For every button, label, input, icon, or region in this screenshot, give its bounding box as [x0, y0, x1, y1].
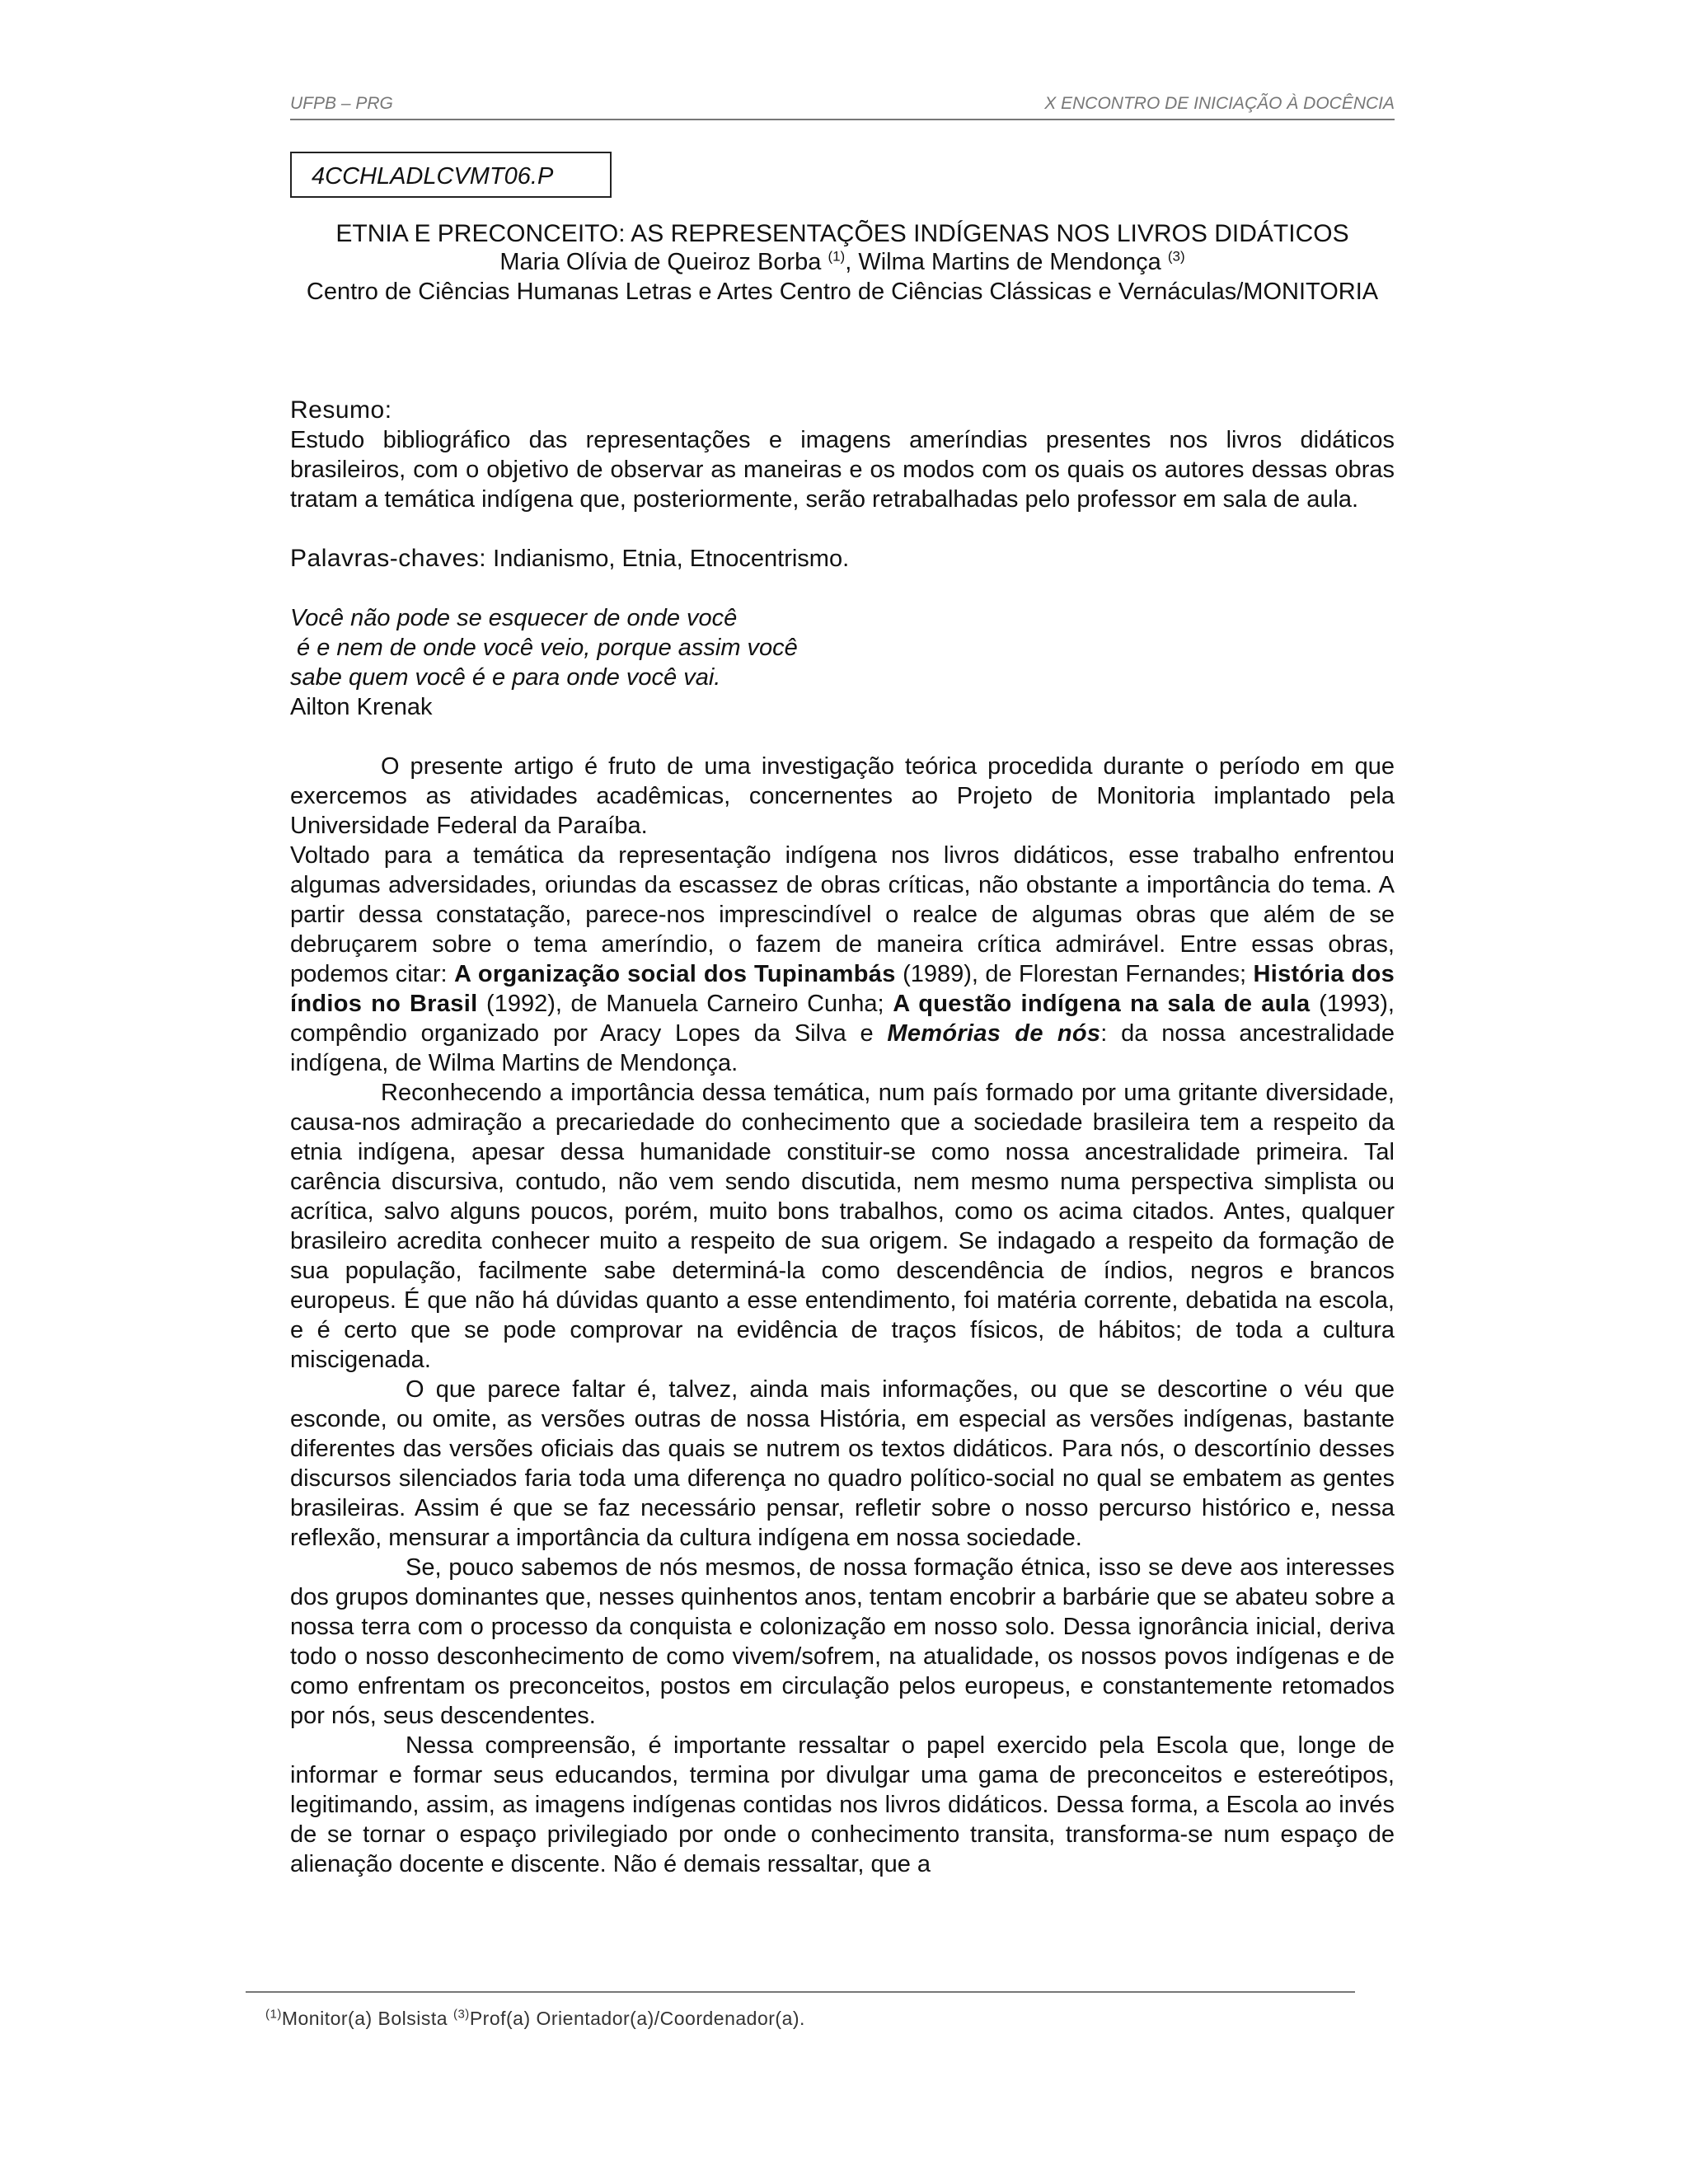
book-title-4: Memórias de nós: [887, 1020, 1101, 1047]
keywords-text: Indianismo, Etnia, Etnocentrismo.: [486, 546, 850, 572]
keywords-label: Palavras-chaves:: [290, 545, 487, 572]
paragraph-3: Reconhecendo a importância dessa temática, num país formado por uma gritante diversidade, causa-nos admiração a precariedade do conhecimento que a sociedade brasileira tem a respeito da etnia indígena, apesar dessa humanidade constituir-se como nossa ancestralidade primeira. Tal carência discursiva, contudo, não vem sendo discutida, nem mesmo numa perspectiva simplista ou acrítica, salvo alguns poucos, porém, muito bons trabalhos, como os acima citados. Antes, qualquer brasileiro acredita conhecer muito a respeito de sua origem. Se indagado a respeito da formação de sua população, facilmente sabe determiná-la como descendência de índios, negros e brancos europeus. É que não há dúvidas quanto a esse entendimento, foi matéria corrente, debatida na escola, e é certo que se pode comprovar na evidência de traços físicos, de hábitos; de toda a cultura miscigenada.: [290, 1080, 1395, 1373]
epigraph: [290, 603, 1395, 692]
paragraph-5: Se, pouco sabemos de nós mesmos, de nossa formação étnica, isso se deve aos interesses dos grupos dominantes que, nesses quinhentos anos, tentam encobrir a barbárie que se abateu sobre a nossa terra com o processo da conquista e colonização em nosso solo. Dessa ignorância inicial, deriva todo o nosso desconhecimento de como vivem/sofrem, na atualidade, os nossos povos indígenas e de como enfrentam os preconceitos, postos em circulação pelos europeus, e constantemente retomados por nós, seus descendentes.: [290, 1554, 1395, 1729]
epigraph-author: Ailton Krenak: [290, 694, 433, 720]
author-2-note: (3): [1167, 248, 1185, 265]
paper-body: [290, 396, 1395, 1879]
paragraph-4: O que parece faltar é, talvez, ainda mais informações, ou que se descortine o véu que esconde, ou omite, as versões outras de nossa História, em especial as versões indígenas, bastante diferentes das versões oficiais das quais se nutrem os textos didáticos. Para nós, o descortínio desses discursos silenciados faria toda uma diferença no quadro político-social no qual se embatem as gentes brasileiras. Assim é que se faz necessário pensar, refletir sobre o nosso percurso histórico e, nessa reflexão, mensurar a importância da cultura indígena em nossa sociedade.: [290, 1376, 1395, 1551]
keywords: [290, 544, 1395, 574]
page-header: [290, 91, 1395, 120]
author-2: Wilma Martins de Mendonça: [858, 249, 1161, 275]
footnote-text-1: Monitor(a) Bolsista: [281, 2008, 453, 2029]
footnote-mark-3: (3): [452, 2007, 470, 2022]
footnote-mark-1: (1): [265, 2007, 282, 2022]
footnote-rule: [246, 1991, 1355, 1993]
book-title-3: A questão indígena na sala de aula: [893, 991, 1311, 1017]
author-1: Maria Olívia de Queiroz Borba: [499, 249, 822, 275]
author-1-note: (1): [828, 248, 846, 265]
abstract-text: Estudo bibliográfico das representações e imagens ameríndias presentes nos livros didáticos brasileiros, com o objetivo de observar as maneiras e os modos com os quais os autores dessas obras tratam a temática indígena que, posteriormente, serão retrabalhadas pelo professor em sala de aula.: [290, 427, 1395, 513]
book-title-2: História dos índios no Brasil: [290, 961, 1395, 1017]
footnote-text-3: Prof(a) Orientador(a)/Coordenador(a).: [469, 2008, 805, 2029]
paragraph-6: Nessa compreensão, é importante ressaltar o papel exercido pela Escola que, longe de informar e formar seus educandos, termina por divulgar uma gama de preconceitos e estereótipos, legitimando, assim, as imagens indígenas contidas nos livros didáticos. Dessa forma, a Escola ao invés de se tornar o espaço privilegiado por onde o conhecimento transita, transforma-se num espaço de alienação docente e discente. Não é demais ressaltar, que a: [290, 1732, 1395, 1877]
paragraph-2: Voltado para a temática da representação indígena nos livros didáticos, esse trabalho enfrentou algumas adversidades, oriundas da escassez de obras críticas, não obstante a importância do tema. A partir dessa constatação, parece-nos imprescindível o realce de algumas obras que além de se debruçarem sobre o tema ameríndio, o fazem de maneira crítica admirável. Entre essas obras, podemos citar: A organização social dos Tupinambás (1989), de Florestan Fernandes; História dos índios no Brasil (1992), de Manuela Carneiro Cunha; A questão indígena na sala de aula (1993), compêndio organizado por Aracy Lopes da Silva e Memórias de nós: da nossa ancestralidade indígena, de Wilma Martins de Mendonça.: [290, 842, 1395, 1076]
author-separator: ,: [845, 249, 859, 275]
epigraph-line-3: sabe quem você é e para onde você vai.: [290, 664, 721, 691]
paragraph-1: O presente artigo é fruto de uma investigação teórica procedida durante o período em que exercemos as atividades acadêmicas, concernentes ao Projeto de Monitoria implantado pela Universidade Federal da Paraíba.: [290, 753, 1395, 839]
header-right: X ENCONTRO DE INICIAÇÃO À DOCÊNCIA: [1044, 94, 1395, 113]
author-line: [280, 247, 1404, 277]
paper-title: ETNIA E PRECONCEITO: AS REPRESENTAÇÕES INDÍGENAS NOS LIVROS DIDÁTICOS: [335, 220, 1349, 247]
book-title-1: A organização social dos Tupinambás: [453, 961, 896, 987]
header-left: UFPB – PRG: [290, 94, 393, 113]
paper-code-box: 4CCHLADLCVMT06.P: [290, 152, 612, 198]
epigraph-line-2: é e nem de onde você veio, porque assim você: [290, 635, 798, 661]
affiliation: Centro de Ciências Humanas Letras e Artes Centro de Ciências Clássicas e Vernáculas/MONITORIA: [306, 279, 1379, 305]
epigraph-line-1: Você não pode se esquecer de onde você: [290, 605, 738, 631]
footnote: [265, 2008, 805, 2030]
abstract-heading: Resumo:: [290, 396, 392, 424]
